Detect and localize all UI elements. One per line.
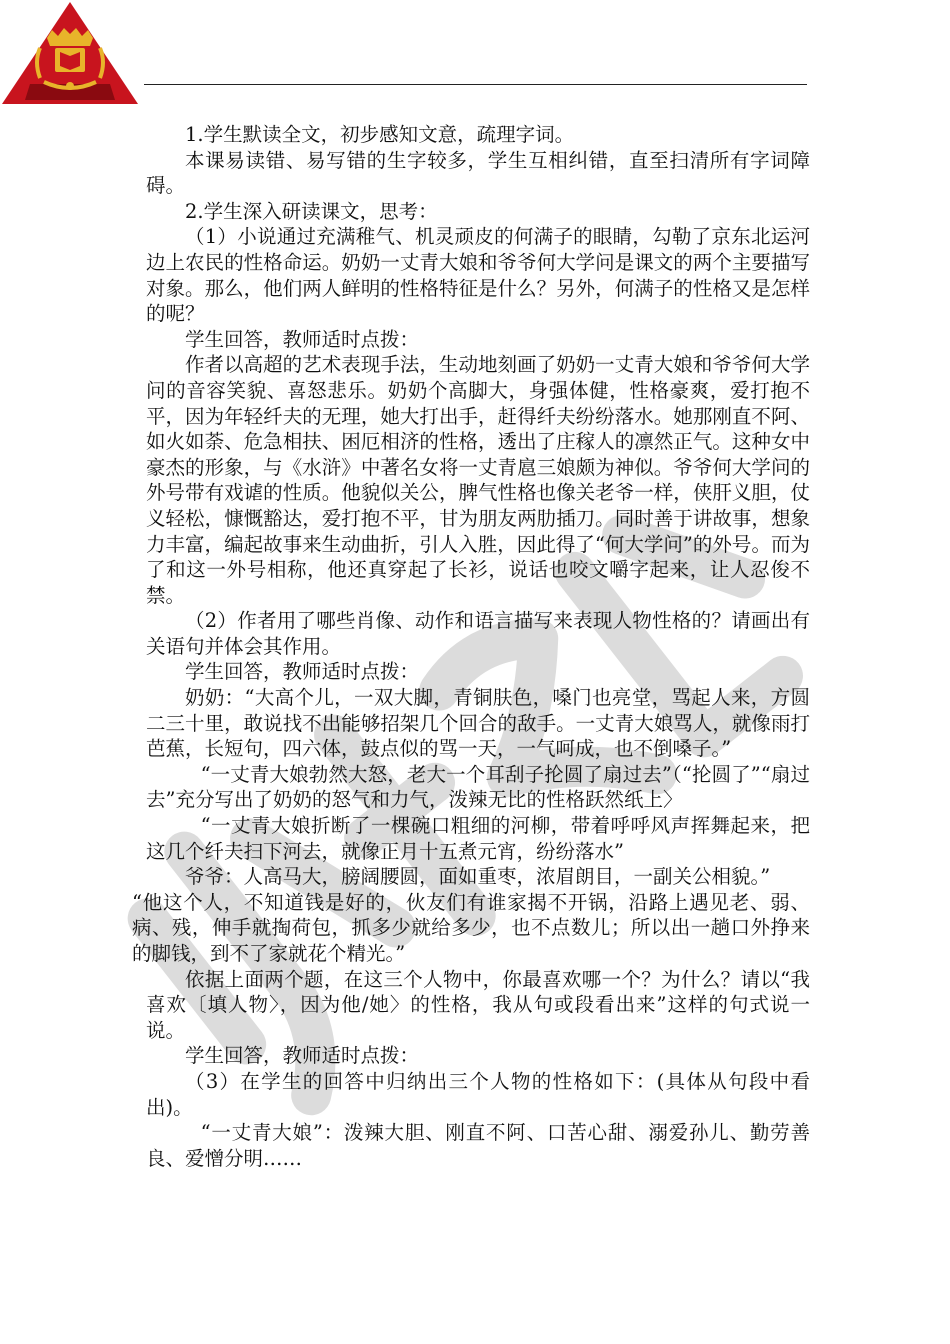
paragraph: 爷爷：人高马大，膀阔腰圆，面如重枣，浓眉朗目，一副关公相貌。” (185, 865, 771, 889)
paragraph: 学生回答，教师适时点拨： (185, 660, 420, 684)
paragraph: （2）作者用了哪些肖像、动作和语言描写来表现人物性格的？请画出有关语句并体会其作用。 (146, 609, 810, 658)
paragraph: 作者以高超的艺术表现手法，生动地刻画了奶奶一丈青大娘和爷爷何大学问的音容笑貌、喜怒悲乐。奶奶个高脚大，身强体健，性格豪爽，爱打抱不平，因为年轻纤夫的无理，她大打出手，赶得纤夫纷纷落水。她那刚直不阿、如火如荼、危急相扶、困厄相济的性格，透出了庄稼人的凛然正气。这种女中豪杰的形象，与《水浒》中著名女将一丈青扈三娘颇为神似。爷爷何大学问的外号带有戏谑的性质。他貌似关公，脾气性格也像关老爷一样，侠肝义胆，仗义轻松，慷慨豁达，爱打抱不平，甘为朋友两肋插刀。同时善于讲故事，想象力丰富，编起故事来生动曲折，引人入胜，因此得了“何大学问”的外号。而为了和这一外号相称，他还真穿起了长衫，说话也咬文嚼字起来，让人忍俊不禁。 (146, 353, 810, 607)
header-divider (144, 84, 807, 85)
paragraph: 奶奶：“大高个儿，一双大脚，青铜肤色，嗓门也亮堂，骂起人来，方圆二三十里，敢说找不出能够招架几个回合的敌手。一丈青大娘骂人，就像雨打芭蕉，长短句，四六体，鼓点似的骂一天，一气呵成，也不倒嗓子。” (146, 686, 810, 761)
paragraph: （3）在学生的回答中归纳出三个人物的性格如下：(具体从句段中看出)。 (146, 1069, 810, 1119)
paragraph: “一丈青大娘折断了一棵碗口粗细的河柳，带着呼呼风声挥舞起来，把这几个纤夫扫下河去，就像正月十五煮元宵，纷纷落水” (146, 814, 810, 863)
paragraph: 2.学生深入研读课文，思考： (185, 199, 438, 223)
document-body (132, 122, 810, 1171)
paragraph: 依据上面两个题，在这三个人物中，你最喜欢哪一个？为什么？请以“我喜欢〔填人物〉，因为他/她〉的性格，我从句或段看出来”这样的句式说一说。 (146, 967, 810, 1042)
paragraph: 学生回答，教师适时点拨： (185, 1044, 420, 1068)
paragraph: “一丈青大娘”：泼辣大胆、刚直不阿、口苦心甜、溺爱孙儿、勤劳善良、爱憎分明…… (146, 1121, 810, 1170)
paragraph: “他这个人，不知道钱是好的，伙友们有谁家揭不开锅，沿路上遇见老、弱、病、残，伸手就掏荷包，抓多少就给多少，也不点数儿；所以出一趟口外挣来的脚钱，到不了家就花个精光。” (132, 890, 810, 965)
paragraph: 学生回答，教师适时点拨： (185, 327, 420, 351)
school-emblem-logo (0, 0, 140, 106)
paragraph: 本课易读错、易写错的生字较多，学生互相纠错，直至扫清所有字词障碍。 (146, 148, 810, 198)
paragraph: 1.学生默读全文，初步感知文意，疏理字词。 (185, 123, 575, 146)
paragraph: （1）小说通过充满稚气、机灵顽皮的何满子的眼睛，勾勒了京东北运河边上农民的性格命运。奶奶一丈青大娘和爷爷何大学问是课文的两个主要描写对象。那么，他们两人鲜明的性格特征是什么？另外，何满子的性格又是怎样的呢？ (146, 225, 810, 326)
paragraph: “一丈青大娘勃然大怒，老大一个耳刮子抡圆了扇过去”（“抡圆了”“扇过去”充分写出了奶奶的怒气和力气，泼辣无比的性格跃然纸上〉 (146, 762, 810, 812)
